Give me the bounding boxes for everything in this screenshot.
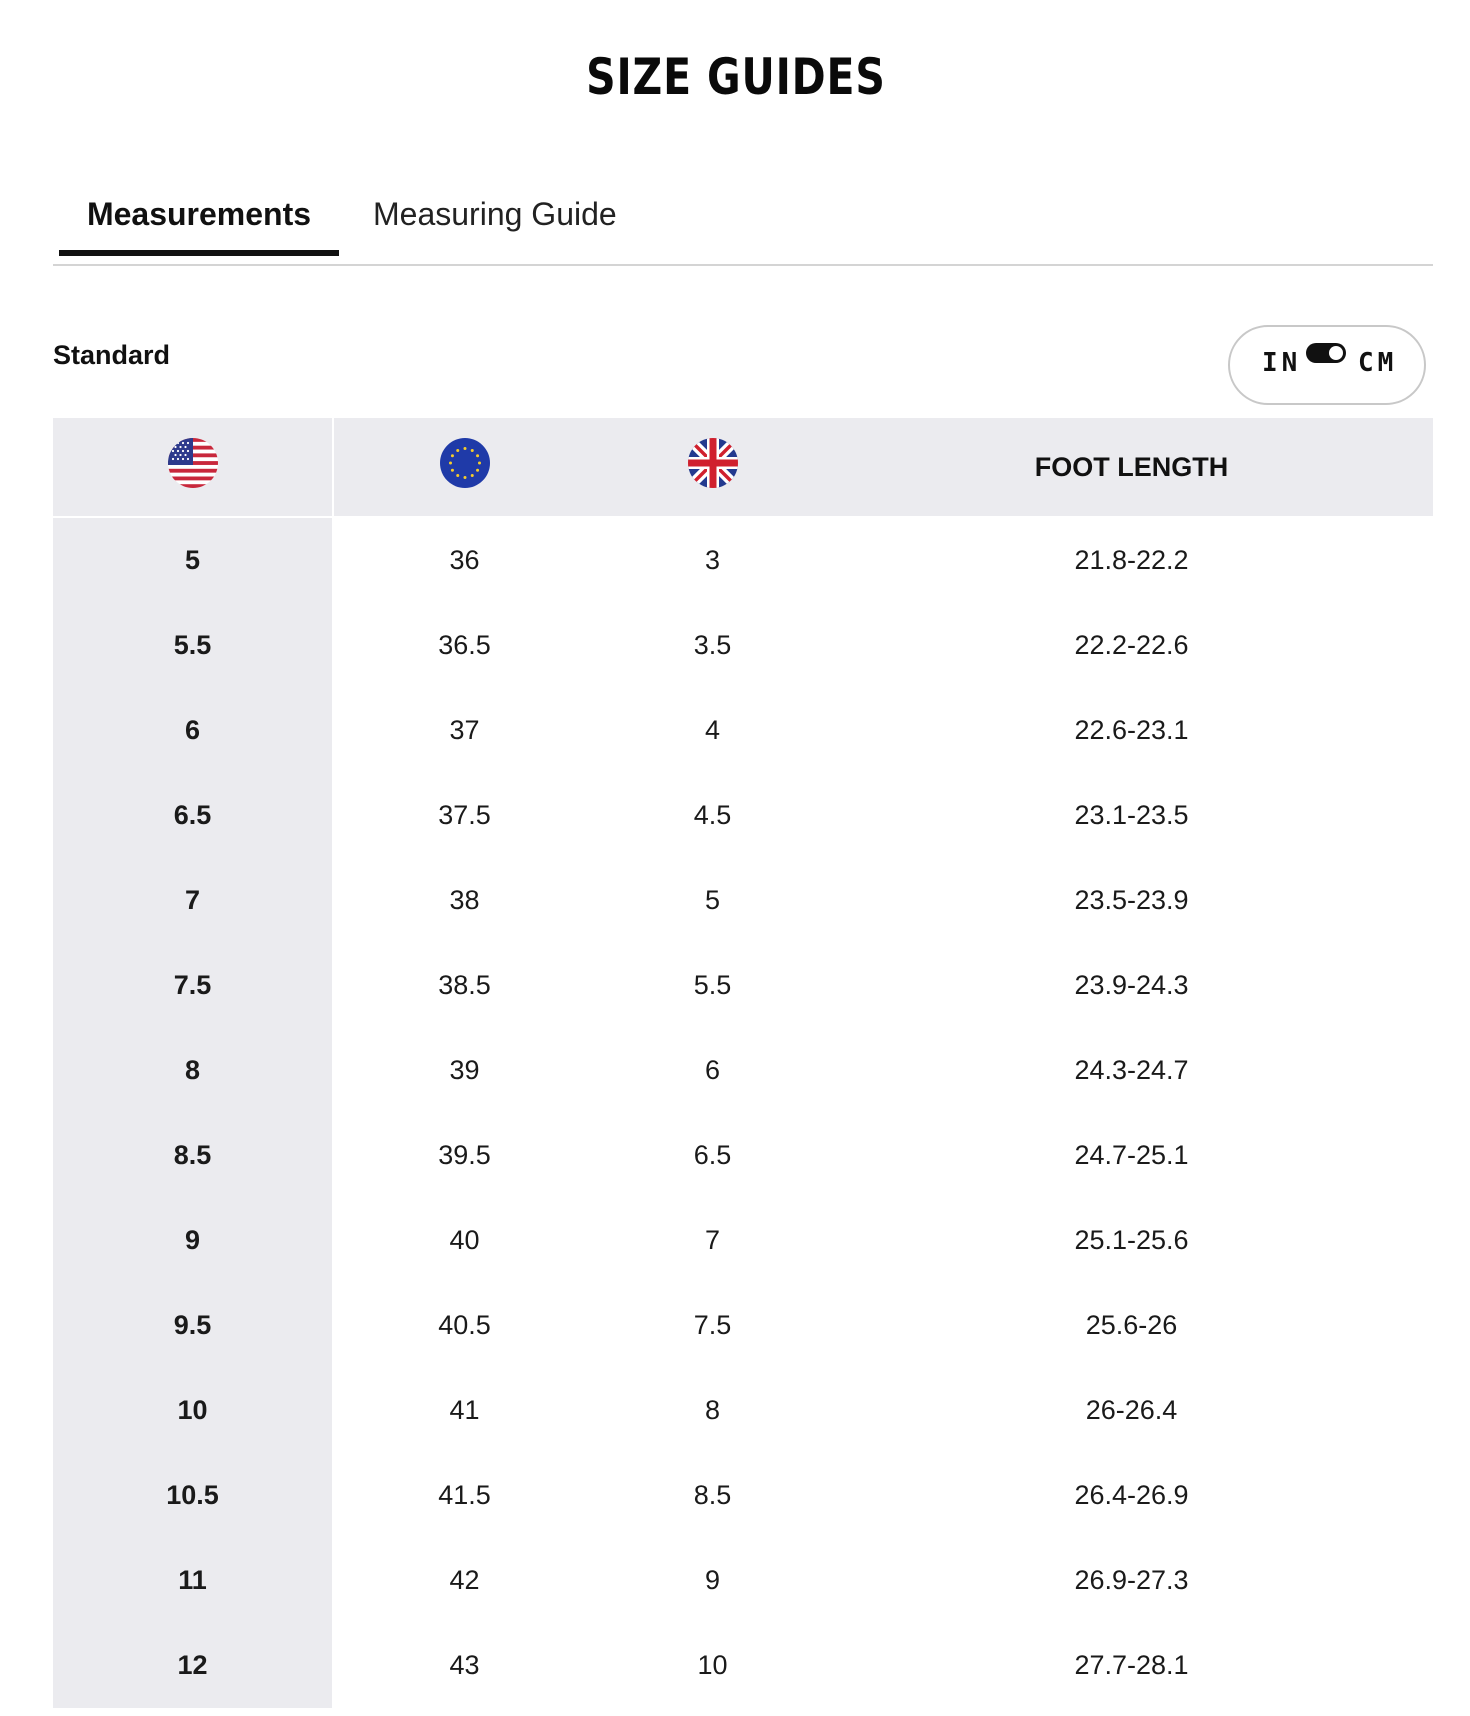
cell-uk: 6.5 — [693, 1140, 732, 1170]
toggle-knob — [1329, 346, 1343, 360]
table-row — [53, 1283, 1433, 1368]
table-row — [53, 858, 1433, 943]
cell-foot-length: 23.9-24.3 — [1074, 970, 1189, 1000]
cell-us: 11 — [53, 1538, 333, 1623]
cell-foot-length: 26.9-27.3 — [1074, 1565, 1189, 1595]
cell-eu: 40.5 — [438, 1310, 491, 1340]
cell-us: 9 — [53, 1198, 333, 1283]
cell-us: 7.5 — [53, 943, 333, 1028]
cell-uk: 4.5 — [693, 800, 732, 830]
cell-eu: 39 — [449, 1055, 480, 1085]
cell-uk: 9 — [704, 1565, 721, 1595]
cell-eu: 41 — [449, 1395, 480, 1425]
size-table — [53, 418, 1433, 1708]
cell-uk: 5.5 — [693, 970, 732, 1000]
cell-foot-length: 22.6-23.1 — [1074, 715, 1189, 745]
cell-foot-length: 25.1-25.6 — [1074, 1225, 1189, 1255]
cell-uk: 3.5 — [693, 630, 732, 660]
table-row — [53, 517, 1433, 603]
cell-foot-length: 23.1-23.5 — [1074, 800, 1189, 830]
cell-us: 8 — [53, 1028, 333, 1113]
cell-uk: 10 — [697, 1650, 728, 1680]
eu-flag-icon — [440, 438, 490, 488]
column-header-uk — [595, 418, 830, 517]
cell-eu: 40 — [449, 1225, 480, 1255]
page-title: SIZE GUIDES — [586, 48, 886, 106]
cell-uk: 3 — [595, 517, 830, 603]
table-row — [53, 1538, 1433, 1623]
cell-us: 10 — [53, 1368, 333, 1453]
column-header-eu — [333, 418, 595, 517]
cell-foot-length: 22.2-22.6 — [1074, 630, 1189, 660]
cell-foot-length: 21.8-22.2 — [830, 517, 1433, 603]
cell-foot-length: 26.4-26.9 — [1074, 1480, 1189, 1510]
tab-measuring-guide[interactable]: Measuring Guide — [373, 196, 617, 232]
table-row — [53, 1113, 1433, 1198]
unit-label-cm: CM — [1358, 348, 1398, 378]
cell-uk: 4 — [704, 715, 721, 745]
cell-us: 6 — [53, 688, 333, 773]
table-row — [53, 1453, 1433, 1538]
cell-us: 6.5 — [53, 773, 333, 858]
cell-eu: 42 — [449, 1565, 480, 1595]
table-row — [53, 1623, 1433, 1708]
cell-eu: 41.5 — [438, 1480, 491, 1510]
cell-us: 10.5 — [53, 1453, 333, 1538]
cell-eu: 38 — [449, 885, 480, 915]
table-header-row — [53, 418, 1433, 517]
cell-uk: 6 — [704, 1055, 721, 1085]
column-header-us — [53, 418, 333, 517]
cell-eu: 43 — [449, 1650, 480, 1680]
cell-us: 5.5 — [53, 603, 333, 688]
cell-eu: 37 — [449, 715, 480, 745]
cell-us: 8.5 — [53, 1113, 333, 1198]
tab-measurements[interactable]: Measurements — [59, 194, 339, 248]
cell-foot-length: 24.3-24.7 — [1074, 1055, 1189, 1085]
cell-uk: 5 — [704, 885, 721, 915]
table-row — [53, 943, 1433, 1028]
table-row — [53, 603, 1433, 688]
cell-uk: 7 — [704, 1225, 721, 1255]
table-row — [53, 773, 1433, 858]
unit-label-in: IN — [1262, 348, 1302, 378]
size-table-container — [53, 418, 1433, 1708]
cell-us: 12 — [53, 1623, 333, 1708]
cell-eu: 38.5 — [438, 970, 491, 1000]
table-row — [53, 1368, 1433, 1453]
cell-uk: 7.5 — [693, 1310, 732, 1340]
cell-foot-length: 25.6-26 — [1085, 1310, 1178, 1340]
toggle-switch-icon[interactable] — [1306, 343, 1346, 363]
cell-eu: 37.5 — [438, 800, 491, 830]
us-flag-icon — [168, 438, 218, 488]
table-row — [53, 688, 1433, 773]
column-header-foot-length: FOOT LENGTH — [830, 418, 1433, 517]
cell-eu: 39.5 — [438, 1140, 491, 1170]
size-table-body — [53, 517, 1433, 1708]
cell-eu: 36 — [333, 517, 595, 603]
cell-foot-length: 23.5-23.9 — [1074, 885, 1189, 915]
cell-us: 9.5 — [53, 1283, 333, 1368]
cell-eu: 36.5 — [438, 630, 491, 660]
table-row — [53, 1198, 1433, 1283]
cell-uk: 8 — [704, 1395, 721, 1425]
unit-toggle[interactable] — [1228, 325, 1426, 405]
uk-flag-icon — [688, 438, 738, 488]
cell-foot-length: 26-26.4 — [1085, 1395, 1178, 1425]
cell-foot-length: 27.7-28.1 — [1074, 1650, 1189, 1680]
table-row — [53, 1028, 1433, 1113]
section-label: Standard — [53, 340, 171, 370]
cell-uk: 8.5 — [693, 1480, 732, 1510]
cell-us: 5 — [53, 517, 333, 603]
tab-bar — [53, 176, 1433, 266]
cell-us: 7 — [53, 858, 333, 943]
cell-foot-length: 24.7-25.1 — [1074, 1140, 1189, 1170]
